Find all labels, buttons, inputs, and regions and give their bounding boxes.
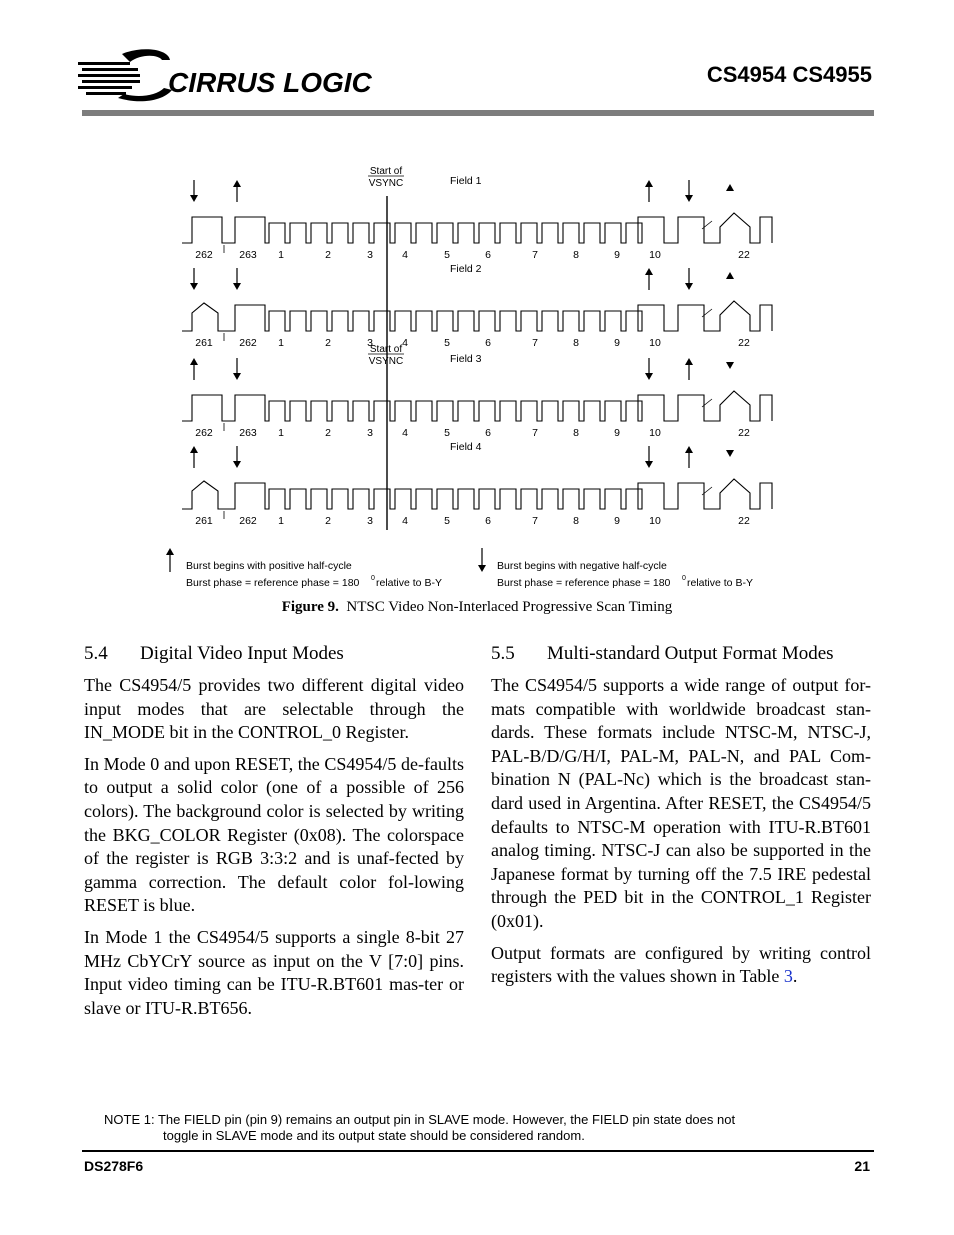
section-number: 5.5 bbox=[491, 643, 515, 664]
line-number-label: 3 bbox=[367, 337, 373, 349]
line-number-label: 5 bbox=[444, 427, 450, 439]
section-title: Digital Video Input Modes bbox=[140, 643, 344, 664]
section-5-4 bbox=[84, 642, 464, 1028]
line-number-label: 1 bbox=[278, 337, 284, 349]
figure-caption-text: NTSC Video Non-Interlaced Progressive Scan Timing bbox=[346, 599, 673, 615]
line-number-label: 4 bbox=[402, 515, 408, 527]
burst-arrow-icon bbox=[685, 358, 693, 380]
line-number-label: 1 bbox=[278, 515, 284, 527]
line-number-label: 3 bbox=[367, 427, 373, 439]
line-number-label: 6 bbox=[485, 427, 491, 439]
note-line-2: toggle in SLAVE mode and its output state should be considered random. bbox=[163, 1128, 585, 1143]
burst-arrow-icon bbox=[190, 180, 198, 202]
vsync-label-vsync: VSYNC bbox=[368, 178, 404, 189]
burst-arrow-icon bbox=[190, 446, 198, 468]
sync-waveform bbox=[182, 213, 772, 243]
line-number-label: 2 bbox=[325, 515, 331, 527]
line-number-label: 8 bbox=[573, 337, 579, 349]
line-number-label: 6 bbox=[485, 515, 491, 527]
line-number-label: 9 bbox=[614, 249, 620, 261]
line-number-label: 9 bbox=[614, 515, 620, 527]
degree-superscript: 0 bbox=[682, 575, 686, 582]
vsync-label-start-of: Start of bbox=[369, 344, 403, 355]
burst-arrow-icon bbox=[645, 180, 653, 202]
legend-positive-line1: Burst begins with positive half-cycle bbox=[186, 560, 352, 572]
line-number-label: 263 bbox=[239, 427, 257, 439]
line-number-label: 262 bbox=[195, 427, 213, 439]
paragraph-end: . bbox=[792, 966, 798, 987]
sync-waveform bbox=[182, 391, 772, 421]
line-number-label: 4 bbox=[402, 427, 408, 439]
paragraph: The CS4954/5 supports a wide range of output for-mats compatible with worldwide broadcast stan-dards. These formats include NTSC-M, NTSC-J, PAL-B/D/G/H/I, PAL-M, PAL-N, and PAL Com-bination N (PAL-Nc) which is the broadcast stan-dard used in Argentina. After RESET, the CS4954/5 defaults to NTSC-M operation with ITU-R.BT601 analog timing. NTSC-J can also be supported in the Japanese format by turning off the 7.5 IRE pedestal through the PED bit in the CONTROL_1 Register (0x01). bbox=[491, 675, 871, 931]
line-number-label: 2 bbox=[325, 337, 331, 349]
line-number-label: 8 bbox=[573, 427, 579, 439]
paragraph: The CS4954/5 provides two different digital video input modes that are selectable through the IN_MODE bit in the CONTROL_0 Register. bbox=[84, 675, 464, 743]
line-number-label: 1 bbox=[278, 427, 284, 439]
line-number-label: 263 bbox=[239, 249, 257, 261]
line-number-label: 4 bbox=[402, 249, 408, 261]
section-heading bbox=[84, 642, 464, 668]
vsync-label-vsync: VSYNC bbox=[368, 356, 404, 367]
line-number-label: 7 bbox=[532, 515, 538, 527]
burst-arrow-icon bbox=[190, 358, 198, 380]
section-number: 5.4 bbox=[84, 643, 108, 664]
figure-caption bbox=[0, 599, 954, 616]
line-number-label: 8 bbox=[573, 249, 579, 261]
line-number-label: 7 bbox=[532, 337, 538, 349]
section-title: Multi-standard Output Format Modes bbox=[547, 643, 834, 664]
line-number-label: 10 bbox=[649, 337, 661, 349]
line-number-label: 22 bbox=[738, 337, 750, 349]
paragraph-text: Output formats are configured by writing control registers with the values shown in Table bbox=[491, 942, 871, 987]
line-number-label: 22 bbox=[738, 515, 750, 527]
field-label: Field 2 bbox=[450, 263, 482, 275]
field-label: Field 3 bbox=[450, 353, 482, 365]
sync-waveform bbox=[182, 479, 772, 509]
line-number-label: 10 bbox=[649, 249, 661, 261]
line-number-label: 6 bbox=[485, 337, 491, 349]
line-number-label: 6 bbox=[485, 249, 491, 261]
line-number-label: 2 bbox=[325, 249, 331, 261]
field-label: Field 1 bbox=[450, 175, 482, 187]
paragraph: In Mode 1 the CS4954/5 supports a single 8-bit 27 MHz CbYCrY source as input on the V [7:0] pins. Input video timing can be ITU-R.BT601 mas-ter or slave or ITU-R.BT656. bbox=[84, 926, 464, 1018]
legend-positive-line2-tail: relative to B-Y bbox=[376, 577, 442, 589]
line-number-label: 3 bbox=[367, 515, 373, 527]
line-number-label: 5 bbox=[444, 515, 450, 527]
legend-negative-line2: Burst phase = reference phase = 180 bbox=[497, 577, 671, 589]
burst-arrow-icon bbox=[726, 184, 734, 191]
legend-negative-line1: Burst begins with negative half-cycle bbox=[497, 560, 667, 572]
line-number-label: 262 bbox=[239, 337, 257, 349]
burst-arrow-icon bbox=[233, 358, 241, 380]
cirrus-logic-logo bbox=[78, 44, 372, 106]
burst-arrow-icon bbox=[190, 268, 198, 290]
footnote bbox=[104, 1112, 824, 1144]
line-number-label: 22 bbox=[738, 249, 750, 261]
line-number-label: 10 bbox=[649, 515, 661, 527]
burst-arrow-icon bbox=[233, 180, 241, 202]
field-label: Field 4 bbox=[450, 441, 482, 453]
burst-arrow-icon bbox=[685, 180, 693, 202]
section-heading bbox=[491, 642, 871, 668]
line-number-label: 5 bbox=[444, 337, 450, 349]
legend-negative-line2-tail: relative to B-Y bbox=[687, 577, 753, 589]
line-number-label: 261 bbox=[195, 515, 213, 527]
line-number-label: 7 bbox=[532, 249, 538, 261]
line-number-label: 7 bbox=[532, 427, 538, 439]
line-number-label: 9 bbox=[614, 337, 620, 349]
burst-arrow-icon bbox=[645, 446, 653, 468]
positive-burst-arrow-icon bbox=[166, 548, 174, 572]
negative-burst-arrow-icon bbox=[478, 548, 486, 572]
burst-arrow-icon bbox=[233, 268, 241, 290]
burst-arrow-icon bbox=[645, 268, 653, 290]
degree-superscript: 0 bbox=[371, 575, 375, 582]
line-number-label: 22 bbox=[738, 427, 750, 439]
burst-arrow-icon bbox=[645, 358, 653, 380]
line-number-label: 10 bbox=[649, 427, 661, 439]
paragraph: In Mode 0 and upon RESET, the CS4954/5 de-faults to output a solid color (one of a possible of 256 colors). The background color is selected by writing the BKG_COLOR Register (0x08). The colorspace of the register is RGB 3:3:2 and is unaf-fected by gamma correction. The default color fol-lowing RESET is blue. bbox=[84, 753, 464, 916]
logo-text: CIRRUS LOGIC bbox=[168, 67, 372, 98]
line-number-label: 262 bbox=[239, 515, 257, 527]
line-number-label: 2 bbox=[325, 427, 331, 439]
section-5-5 bbox=[491, 642, 871, 997]
burst-arrow-icon bbox=[726, 362, 734, 369]
legend-positive-line2: Burst phase = reference phase = 180 bbox=[186, 577, 360, 589]
line-number-label: 5 bbox=[444, 249, 450, 261]
header-rule bbox=[82, 110, 874, 116]
timing-diagram bbox=[160, 168, 800, 598]
sync-waveform bbox=[182, 301, 772, 331]
note-line-1: NOTE 1: The FIELD pin (pin 9) remains an output pin in SLAVE mode. However, the FIELD pin state does not bbox=[104, 1112, 736, 1127]
line-number-label: 262 bbox=[195, 249, 213, 261]
vsync-label-start-of: Start of bbox=[369, 166, 403, 177]
figure-caption-label: Figure 9. bbox=[281, 599, 339, 615]
paragraph bbox=[491, 942, 871, 989]
burst-arrow-icon bbox=[726, 450, 734, 457]
burst-arrow-icon bbox=[726, 272, 734, 279]
line-number-label: 4 bbox=[402, 337, 408, 349]
line-number-label: 3 bbox=[367, 249, 373, 261]
line-number-label: 261 bbox=[195, 337, 213, 349]
line-number-label: 8 bbox=[573, 515, 579, 527]
page-number: 21 bbox=[854, 1158, 870, 1174]
document-title: CS4954 CS4955 bbox=[706, 62, 872, 87]
burst-arrow-icon bbox=[685, 268, 693, 290]
line-number-label: 9 bbox=[614, 427, 620, 439]
table-3-link[interactable]: 3 bbox=[783, 966, 793, 987]
burst-arrow-icon bbox=[233, 446, 241, 468]
footer-rule bbox=[82, 1150, 874, 1152]
burst-arrow-icon bbox=[685, 446, 693, 468]
footer-doc-id: DS278F6 bbox=[84, 1158, 144, 1174]
line-number-label: 1 bbox=[278, 249, 284, 261]
